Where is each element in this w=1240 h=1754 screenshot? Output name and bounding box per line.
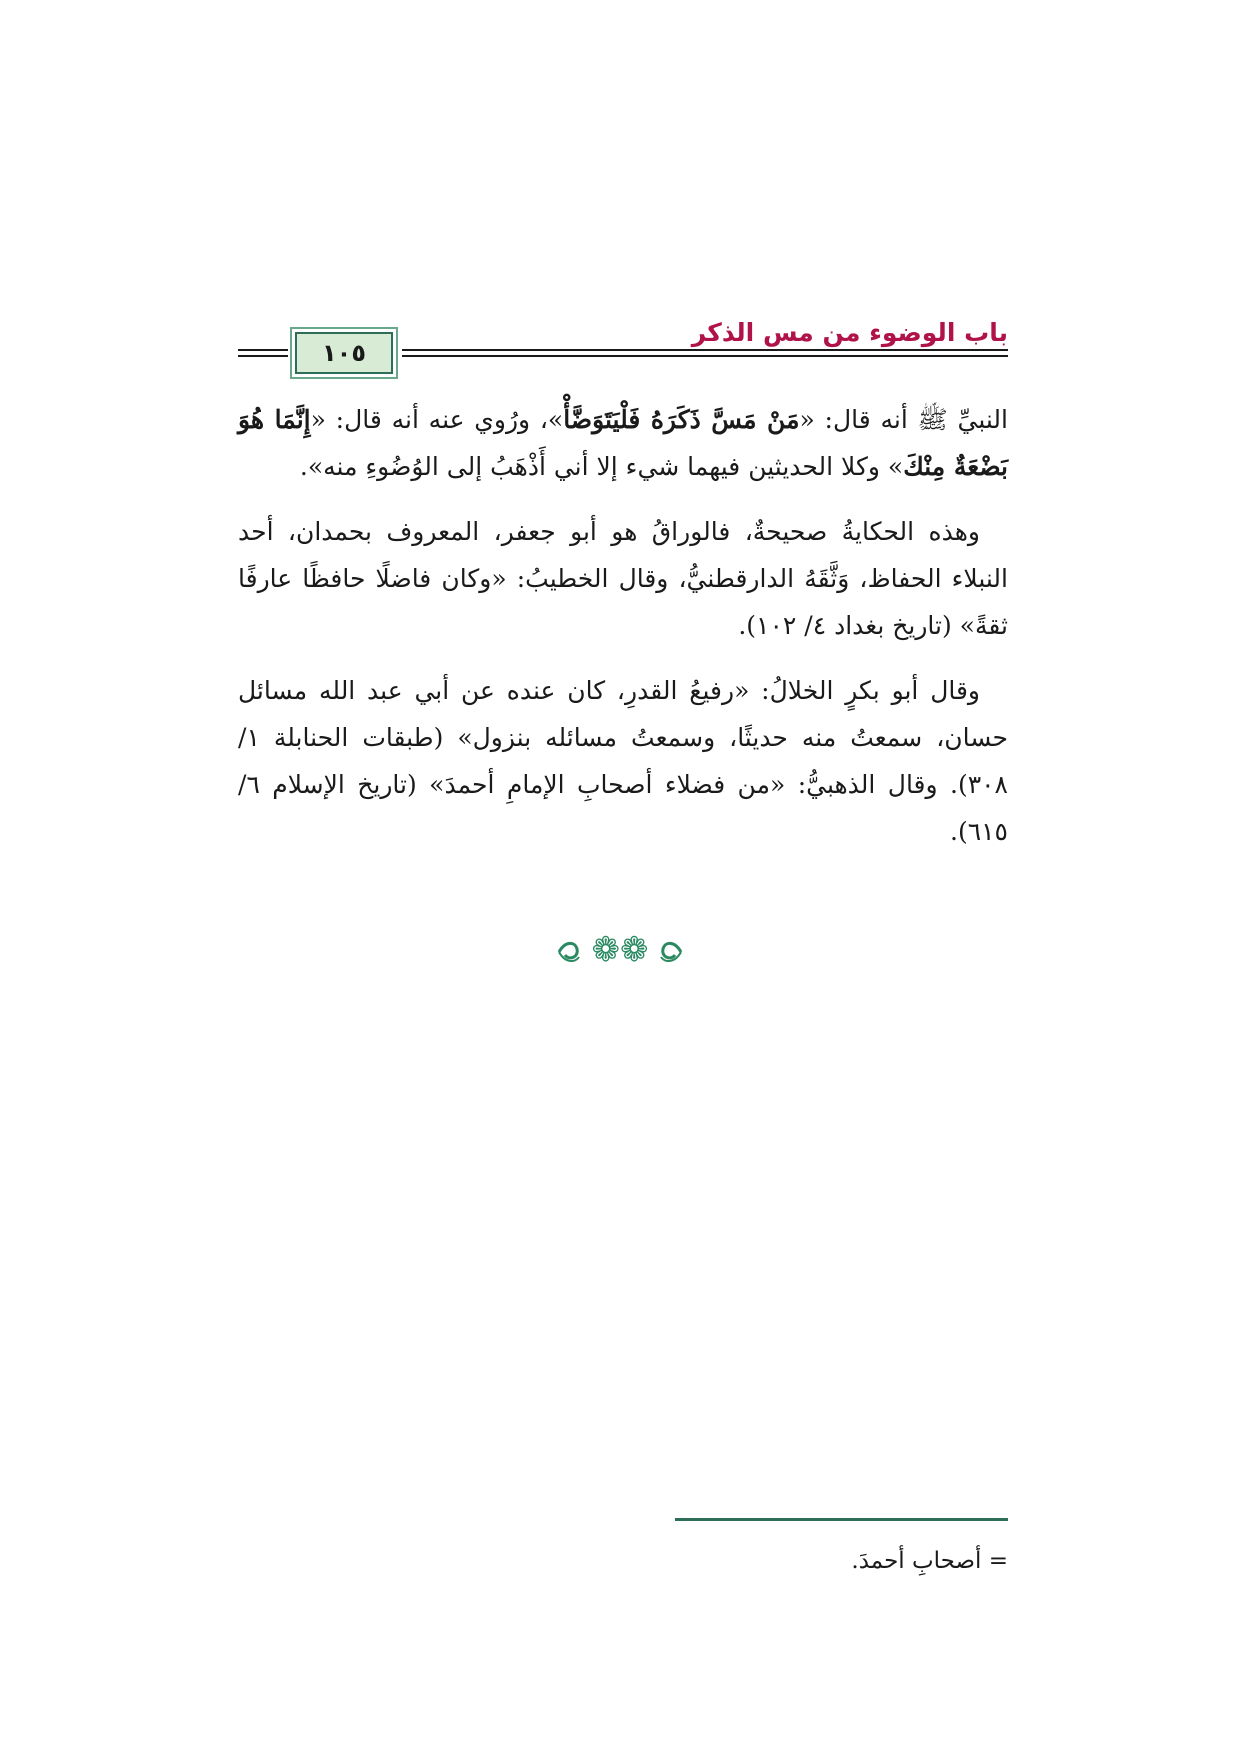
footnote-separator	[675, 1518, 1008, 1521]
page-number: ١٠٥	[322, 339, 366, 367]
p1-text-2: »، ورُوي عنه أنه قال: «	[310, 405, 564, 434]
hadith-1: مَنْ مَسَّ ذَكَرَهُ فَلْيَتَوَضَّأْ	[563, 405, 800, 434]
header-rule-right-bottom	[402, 355, 1008, 357]
p1-text-1: النبيِّ ﷺ أنه قال: «	[799, 405, 1008, 434]
ornament-scroll-left-icon	[659, 937, 683, 967]
paragraph-2: وهذه الحكايةُ صحيحةٌ، فالوراقُ هو أبو جعفر، المعروف بحمدان، أحد النبلاء الحفاظ، وَثَّقَهُ الدارقطنيُّ، وقال الخطيبُ: «وكان فاضلًا حافظًا عارفًا ثقةً» (تاريخ بغداد ٤/ ١٠٢).	[238, 517, 1008, 640]
header-rule-right-top	[402, 349, 1008, 351]
ornament-flowers: ❁❁	[591, 930, 649, 970]
hadith-2: إِنَّمَا هُوَ بَضْعَةٌ مِنْكَ	[238, 405, 1008, 481]
page-number-badge	[295, 332, 393, 374]
chapter-title: باب الوضوء من مس الذكر	[691, 318, 1008, 347]
ornament-scroll-right-icon	[557, 937, 581, 967]
paragraph-1	[238, 396, 1008, 490]
p1-text-3: » وكلا الحديثين فيهما شيء إلا أني أَذْهَبُ إلى الوُضُوءِ منه».	[299, 452, 904, 481]
header-rule-left-top	[238, 349, 288, 351]
page-header	[238, 318, 1008, 378]
main-text	[238, 396, 1008, 873]
paragraph-3: وقال أبو بكرٍ الخلالُ: «رفيعُ القدرِ، كان عنده عن أبي عبد الله مسائل حسان، سمعتُ منه حديثًا، وسمعتُ مسائله بنزول» (طبقات الحنابلة ١/ ٣٠٨). وقال الذهبيُّ: «من فضلاء أصحابِ الإمامِ أحمدَ» (تاريخ الإسلام ٦/ ٦١٥).	[238, 676, 1008, 846]
footnote: = أصحابِ أحمدَ.	[851, 1548, 1008, 1574]
header-rule-left-bottom	[238, 355, 288, 357]
section-divider-ornament	[0, 930, 1240, 970]
